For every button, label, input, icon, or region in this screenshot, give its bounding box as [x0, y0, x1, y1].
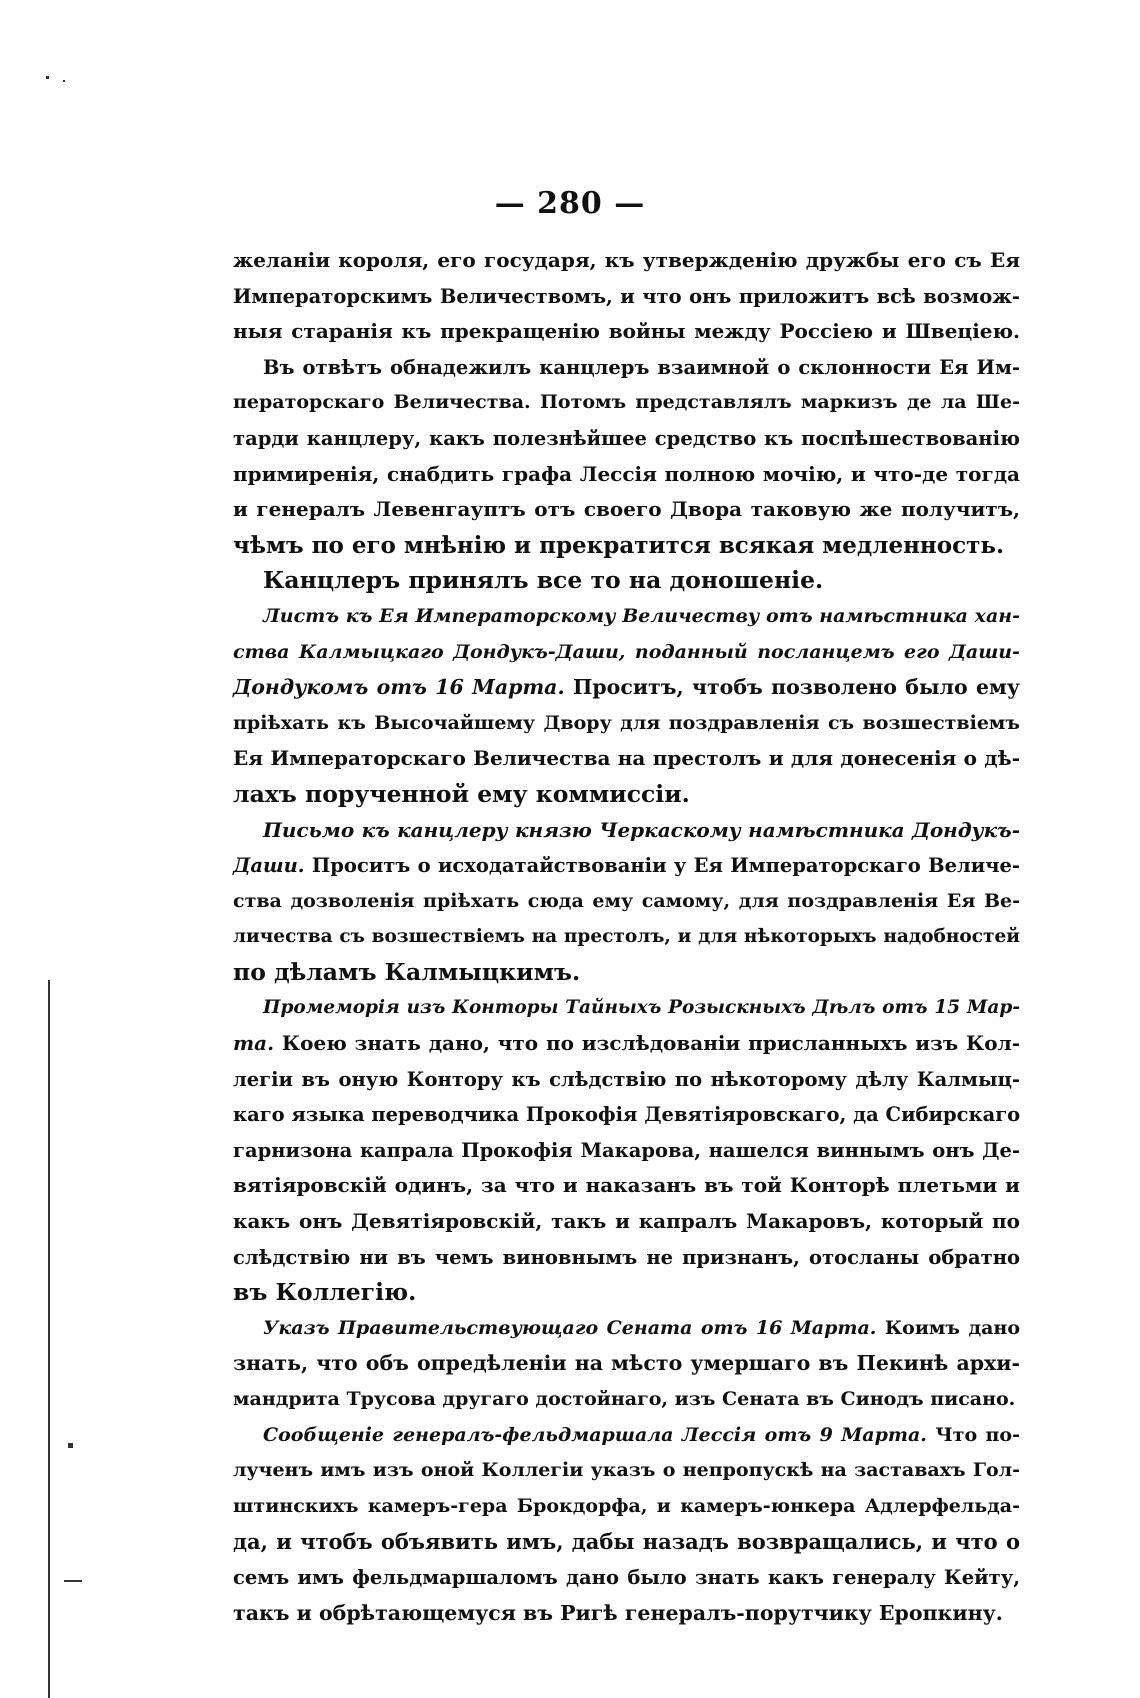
text-line: каго языка переводчика Прокофiя Девятiяровскаго, да Сибирскаго: [233, 1103, 1021, 1127]
text-line: Дондукомъ отъ 16 Марта. Проситъ, чтобъ позволено было ему: [233, 675, 1020, 700]
text-line: и генералъ Левенгауптъ отъ своего Двора таковую же получитъ,: [233, 497, 1020, 522]
scan-speck: [46, 76, 49, 79]
text-line: по дѣламъ Калмыцкимъ.: [233, 957, 581, 986]
text-line: ства дозволенiя прiѣхать сюда ему самому, для поздравленiя Ея Ве-: [233, 889, 1020, 912]
text-line: Канцлеръ принялъ все то на доношенiе.: [263, 566, 824, 595]
text-line: да, и чтобъ объявить имъ, дабы назадъ возвращались, и что о: [233, 1529, 1020, 1555]
text-line: въ Коллегiю.: [233, 1278, 417, 1307]
page-number: — 280 —: [494, 186, 646, 221]
text-line: гарнизона капрала Прокофiя Макарова, нашелся виннымъ онъ Де-: [233, 1138, 1020, 1162]
paragraph: [233, 350, 1020, 564]
scan-speck: [68, 1443, 73, 1448]
text-line: ныя старанiя къ прекращенiю войны между Россiею и Швецiею.: [233, 319, 1020, 344]
text-line: штинскихъ камеръ-гера Брокдорфа, и камеръ-юнкера Адлерфельда-: [233, 1494, 1020, 1517]
text-line: [233, 635, 1020, 671]
text-line: мандрита Трусова другаго достойнаго, изъ Сената въ Синодъ писано.: [233, 1388, 1016, 1410]
text-line: чѣмъ по его мнѣнiю и прекратится всякая медленность.: [233, 531, 1004, 559]
text-line: ператорскаго Величества. Потомъ представлялъ маркизъ де ла Ше-: [233, 391, 1020, 414]
entry-heading: та.: [233, 1031, 275, 1056]
text-line: Сообщенiе генералъ-фельдмаршала Лессiя отъ 9 Марта. Что по-: [263, 1423, 1020, 1446]
text-line: Ея Императорскаго Величества на престолъ и для донесенiя о дѣ-: [233, 746, 1020, 771]
text-line: желанiи короля, его государя, къ утвержденiю дружбы его съ Ея: [233, 248, 1020, 272]
entry-heading: Даши.: [233, 854, 305, 878]
text-line: лученъ имъ изъ оной Коллегiи указъ о непропускѣ на заставахъ Гол-: [233, 1459, 1020, 1482]
text-line: семъ имъ фельдмаршаломъ дано было знать какъ генералу Кейту,: [233, 1565, 1020, 1589]
paragraph: [233, 243, 1020, 350]
text-line: [233, 990, 1020, 1026]
text-line: примиренiя, снабдить графа Лессiя полною мочiю, и что-де тогда: [233, 461, 1020, 486]
text-line: лахъ порученной ему коммиссiи.: [233, 779, 690, 808]
text-line: вятiяровскiй одинъ, за что и наказанъ въ той Конторѣ плетьми и: [233, 1173, 1020, 1198]
text-line: личества съ возшествiемъ на престолъ, и для нѣкоторыхъ надобностей: [233, 926, 1020, 948]
entry-heading: Указъ Правительствующаго Сената отъ 16 Марта.: [263, 1316, 877, 1339]
text-line: прiѣхать къ Высочайшему Двору для поздравленiя съ возшествiемъ: [233, 711, 1020, 734]
text-line: Въ отвѣтъ обнадежилъ канцлеръ взаимной о склонности Ея Им-: [263, 355, 1020, 379]
entry-heading: Промеморiя изъ Конторы Тайныхъ Розыскныхъ Дѣлъ отъ 15 Мар-: [263, 997, 1020, 1019]
paragraph: [233, 599, 1020, 813]
text-line: легiи въ оную Контору къ слѣдствiю по нѣкоторому дѣлу Калмыц-: [233, 1067, 1020, 1091]
paragraph: [233, 1311, 1020, 1418]
entry-heading: ства Калмыцкаго Дондукъ-Даши, поданный посланцемъ его Даши-: [233, 640, 1020, 663]
paragraph: [233, 990, 1020, 1310]
paragraph: [233, 563, 1020, 599]
scan-speck: [64, 1580, 82, 1582]
text-line: Императорскимъ Величествомъ, и что онъ приложитъ всѣ возмож-: [233, 284, 1020, 308]
entry-heading: Дондукомъ отъ 16 Марта.: [233, 675, 565, 700]
paragraph: [233, 813, 1020, 991]
scan-speck: [63, 80, 65, 82]
text-line: Даши. Проситъ о исходатайствованiи у Ея Императорскаго Величе-: [233, 854, 1020, 878]
paragraph: [233, 1418, 1020, 1632]
body-text: [233, 243, 1020, 1631]
entry-heading: Письмо къ канцлеру князю Черкаскому намѣстника Дондукъ-: [263, 817, 1020, 842]
text-line: [233, 813, 1020, 849]
scan-edge-line: [48, 980, 50, 1698]
text-line: тарди канцлеру, какъ полезнѣйшее средство къ поспѣшествованiю: [233, 426, 1020, 450]
text-line: какъ онъ Девятiяровскiй, такъ и капралъ Макаровъ, который по: [233, 1209, 1020, 1234]
text-line: Указъ Правительствующаго Сената отъ 16 Марта. Коимъ дано: [263, 1316, 1020, 1339]
text-line: та. Коею знать дано, что по изслѣдованiи присланныхъ изъ Кол-: [233, 1031, 1020, 1056]
text-line: слѣдствiю ни въ чемъ виновнымъ не признанъ, отосланы обратно: [233, 1245, 1020, 1269]
text-line: такъ и обрѣтающемуся въ Ригѣ генералъ-порутчику Еропкину.: [233, 1600, 1003, 1625]
entry-heading: Сообщенiе генералъ-фельдмаршала Лессiя отъ 9 Марта.: [263, 1423, 927, 1446]
text-line: знать, что объ опредѣленiи на мѣсто умершаго въ Пекинѣ архи-: [233, 1351, 1020, 1376]
entry-heading: Листъ къ Ея Императорскому Величеству отъ намѣстника хан-: [263, 604, 1020, 627]
text-line: [233, 599, 1020, 635]
